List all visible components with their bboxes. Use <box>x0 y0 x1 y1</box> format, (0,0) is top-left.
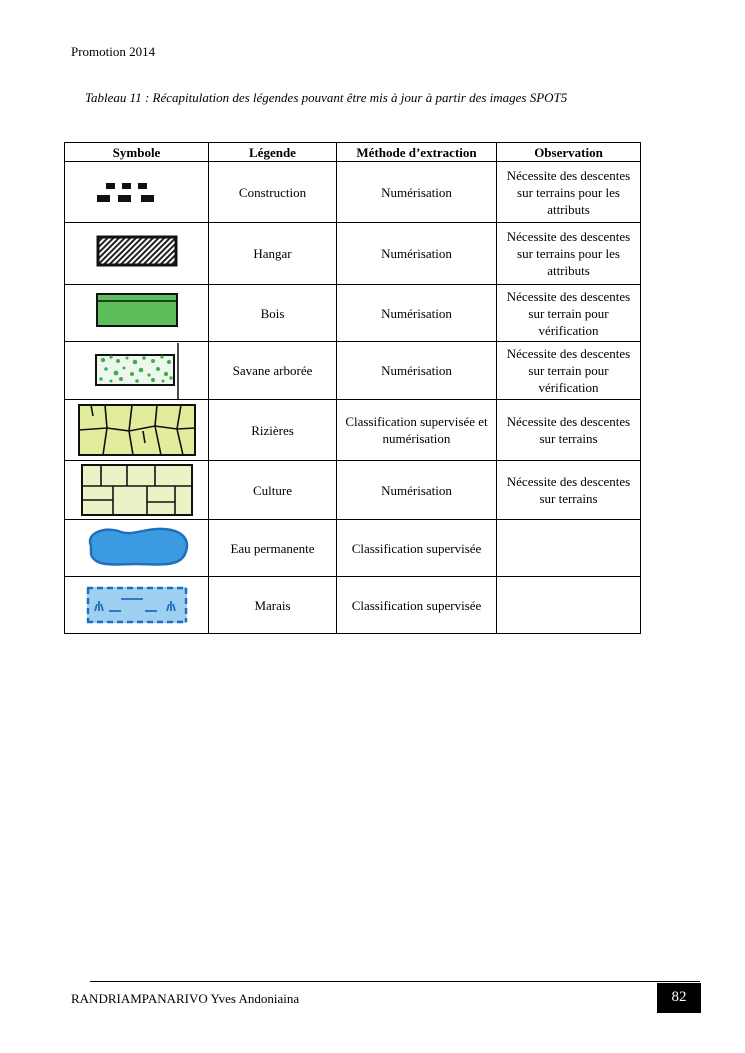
table-row <box>65 162 641 223</box>
legend-cell: Culture <box>209 461 337 520</box>
observation-cell <box>497 520 641 577</box>
method-cell: Numérisation <box>337 223 497 285</box>
construction-symbol-icon <box>92 162 182 222</box>
observation-cell: Nécessite des descentes sur terrain pour vérification <box>497 285 641 342</box>
method-cell: Numérisation <box>337 285 497 342</box>
table-row <box>65 520 641 577</box>
savane-arboree-symbol-icon <box>91 343 183 399</box>
observation-cell: Nécessite des descentes sur terrains <box>497 400 641 461</box>
legend-cell: Savane arborée <box>209 342 337 400</box>
table-row <box>65 577 641 634</box>
rizieres-symbol-icon <box>77 402 197 458</box>
table-row <box>65 223 641 285</box>
eau-permanente-symbol-icon <box>81 520 193 576</box>
header-symbole: Symbole <box>65 143 209 162</box>
observation-cell: Nécessite des descentes sur terrain pour vérification <box>497 342 641 400</box>
symbol-cell <box>65 577 209 634</box>
method-cell: Numérisation <box>337 162 497 223</box>
symbol-cell <box>65 342 209 400</box>
table-row <box>65 400 641 461</box>
observation-cell: Nécessite des descentes sur terrains <box>497 461 641 520</box>
symbol-cell <box>65 400 209 461</box>
running-header: Promotion 2014 <box>71 44 156 59</box>
observation-cell: Nécessite des descentes sur terrains pour les attributs <box>497 162 641 223</box>
legend-table <box>64 142 641 634</box>
table-header-row <box>65 143 641 162</box>
legend-cell: Rizières <box>209 400 337 461</box>
table-row <box>65 342 641 400</box>
symbol-cell <box>65 461 209 520</box>
culture-symbol-icon <box>79 462 195 518</box>
header-legende: Légende <box>209 143 337 162</box>
page-number: 82 <box>657 983 701 1013</box>
method-cell: Numérisation <box>337 461 497 520</box>
legend-cell: Eau permanente <box>209 520 337 577</box>
legend-cell: Hangar <box>209 223 337 285</box>
method-cell: Numérisation <box>337 342 497 400</box>
table-caption: Tableau 11 : Récapitulation des légendes pouvant être mis à jour à partir des images SPOT5 <box>85 90 568 105</box>
method-cell: Classification supervisée et numérisation <box>337 400 497 461</box>
hangar-symbol-icon <box>92 224 182 284</box>
legend-cell: Bois <box>209 285 337 342</box>
method-cell: Classification supervisée <box>337 520 497 577</box>
legend-cell: Construction <box>209 162 337 223</box>
table-row <box>65 285 641 342</box>
symbol-cell <box>65 285 209 342</box>
method-cell: Classification supervisée <box>337 577 497 634</box>
symbol-cell <box>65 520 209 577</box>
observation-cell: Nécessite des descentes sur terrains pour les attributs <box>497 223 641 285</box>
footer-author: RANDRIAMPANARIVO Yves Andoniaina <box>71 991 300 1006</box>
observation-cell <box>497 577 641 634</box>
footer-rule <box>90 981 700 982</box>
legend-cell: Marais <box>209 577 337 634</box>
header-observation: Observation <box>497 143 641 162</box>
header-methode: Méthode d’extraction <box>337 143 497 162</box>
table-row <box>65 461 641 520</box>
marais-symbol-icon <box>81 577 193 633</box>
symbol-cell <box>65 162 209 223</box>
bois-symbol-icon <box>92 285 182 341</box>
symbol-cell <box>65 223 209 285</box>
